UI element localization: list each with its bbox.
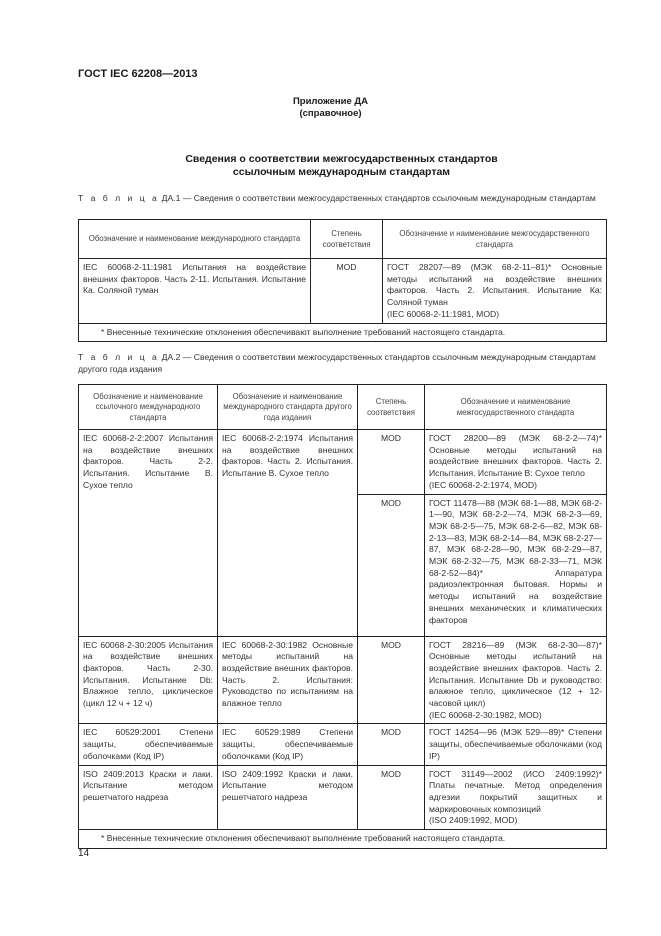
appendix-title: Приложение ДА xyxy=(292,96,369,107)
footnote-row xyxy=(79,323,607,341)
column-header: Степень соответствия xyxy=(358,385,425,430)
page-number: 14 xyxy=(78,848,90,859)
intl-standard-cell: IEC 60068-2-11:1981 Испытания на воздействие внешних факторов. Часть 2-11. Испытания. Испытание Ка. Соляной туман xyxy=(79,259,311,324)
section-title-line2: ссылочным международным стандартам xyxy=(232,166,451,178)
table-row xyxy=(79,259,607,324)
other-year-standard-cell: IEC 60068-2-2:1974 Испытания на воздействие внешних факторов. Часть 2. Испытания. Испытание В. Сухое тепло xyxy=(218,430,358,637)
degree-cell: MOD xyxy=(358,430,425,495)
degree-cell: MOD xyxy=(358,724,425,765)
table-da1 xyxy=(78,219,607,342)
table1-caption xyxy=(78,193,608,205)
reference-standard-cell: IEC 60068-2-2:2007 Испытания на воздействие внешних факторов. Часть 2-2. Испытания. Испытание В. Сухое тепло xyxy=(79,430,218,637)
interstate-standard-cell: ГОСТ 28207—89 (МЭК 68-2-11–81)* Основные методы испытаний на воздействие внешних факторов. Часть 2. Испытания. Испытание Ка: Соляной туман (IEC 60068-2-11:1981, MOD) xyxy=(383,259,607,324)
table-header-row xyxy=(79,220,607,259)
table1-label: Т а б л и ц а xyxy=(78,193,160,203)
table-row xyxy=(79,430,607,495)
other-year-standard-cell: IEC 60068-2-30:1982 Основные методы испытаний на воздействие внешних факторов. Часть 2. Испытания: Руководство по испытаниям на влажное тепло xyxy=(218,636,358,724)
column-header: Обозначение и наименование межгосударственного стандарта xyxy=(383,220,607,259)
appendix-heading xyxy=(0,96,661,120)
table1-caption-text: ДА.1 — Сведения о соответствии межгосударственных стандартов ссылочным международным стандартам xyxy=(159,193,596,203)
reference-standard-cell: ISO 2409:2013 Краски и лаки. Испытание методом решетчатого надреза xyxy=(79,765,218,830)
interstate-standard-cell: ГОСТ 11478—88 (МЭК 68-1—88, МЭК 68-2-1—90, МЭК 68-2-2—74, МЭК 68-2-3—69, МЭК 68-2-5—75, МЭК 68-2-6—82, МЭК 68-2-13—83, МЭК 68-2-14—84, МЭК 68-2-27—87, МЭК 68-2-28—90, МЭК 68-2-29—87, МЭК 68-2-32—75, МЭК 68-2-33—71, МЭК 68-2-52—84)* Аппаратура радиоэлектронная бытовая. Нормы и методы испытаний на воздействие внешних механических и климатических факторов xyxy=(425,494,607,636)
column-header: Обозначение и наименование межгосударственного стандарта xyxy=(425,385,607,430)
document-code-header: ГОСТ IEC 62208—2013 xyxy=(78,68,198,80)
table-header-row xyxy=(79,385,607,430)
reference-standard-cell: IEC 60529:2001 Степени защиты, обеспечиваемые оболочками (Код IP) xyxy=(79,724,218,765)
section-title xyxy=(0,153,661,179)
footnote-row xyxy=(79,830,607,849)
column-header: Обозначение и наименование международного стандарта xyxy=(79,220,311,259)
footnote: * Внесенные технические отклонения обеспечивают выполнение требований настоящего стандарта. xyxy=(79,323,607,341)
degree-cell: MOD xyxy=(311,259,383,324)
other-year-standard-cell: ISO 2409:1992 Краски и лаки. Испытание методом решетчатого надреза xyxy=(218,765,358,830)
table2-caption xyxy=(78,352,608,375)
table-row xyxy=(79,765,607,830)
interstate-standard-cell: ГОСТ 31149—2002 (ИСО 2409:1992)* Платы печатные. Метод определения адгезии покрытий защитных и маркировочных композиций (ISO 2409:1992, MOD) xyxy=(425,765,607,830)
interstate-standard-cell: ГОСТ 28200—89 (МЭК 68-2-2—74)* Основные методы испытаний на воздействие внешних факторов. Часть 2. Испытания. Испытание В: Сухое тепло (IEC 60068-2-2:1974, MOD) xyxy=(425,430,607,495)
column-header: Степень соответствия xyxy=(311,220,383,259)
section-title-line1: Сведения о соответствии межгосударственных стандартов xyxy=(185,153,498,165)
interstate-standard-cell: ГОСТ 14254—96 (МЭК 529—89)* Степени защиты, обеспечиваемые оболочками (код IP) xyxy=(425,724,607,765)
table2-label: Т а б л и ц а xyxy=(78,352,160,362)
appendix-subtitle: (справочное) xyxy=(299,108,362,119)
table2-caption-text: ДА.2 — Сведения о соответствии межгосударственных стандартов ссылочным международным стандартам другого года издания xyxy=(78,352,596,374)
reference-standard-cell: IEC 60068-2-30:2005 Испытания на воздействие внешних факторов. Часть 2-30. Испытания. Испытание Db: Влажное тепло, циклическое (цикл 12 ч + 12 ч) xyxy=(79,636,218,724)
interstate-standard-cell: ГОСТ 28216—89 (МЭК 68-2-30—87)* Основные методы испытаний на воздействие внешних факторов. Часть 2. Испытания. Испытание Db и руководство: влажное тепло, циклическое (12 + 12-часовой цикл) (IEC 60068-2-30:1982, MOD) xyxy=(425,636,607,724)
footnote: * Внесенные технические отклонения обеспечивают выполнение требований настоящего стандарта. xyxy=(79,830,607,849)
column-header: Обозначение и наименование международного стандарта другого года издания xyxy=(218,385,358,430)
table-da2 xyxy=(78,384,607,849)
degree-cell: MOD xyxy=(358,636,425,724)
table-row xyxy=(79,636,607,724)
other-year-standard-cell: IEC 60529:1989 Степени защиты, обеспечиваемые оболочками (Код IP) xyxy=(218,724,358,765)
degree-cell: MOD xyxy=(358,494,425,636)
column-header: Обозначение и наименование ссылочного международного стандарта xyxy=(79,385,218,430)
degree-cell: MOD xyxy=(358,765,425,830)
table-row xyxy=(79,724,607,765)
